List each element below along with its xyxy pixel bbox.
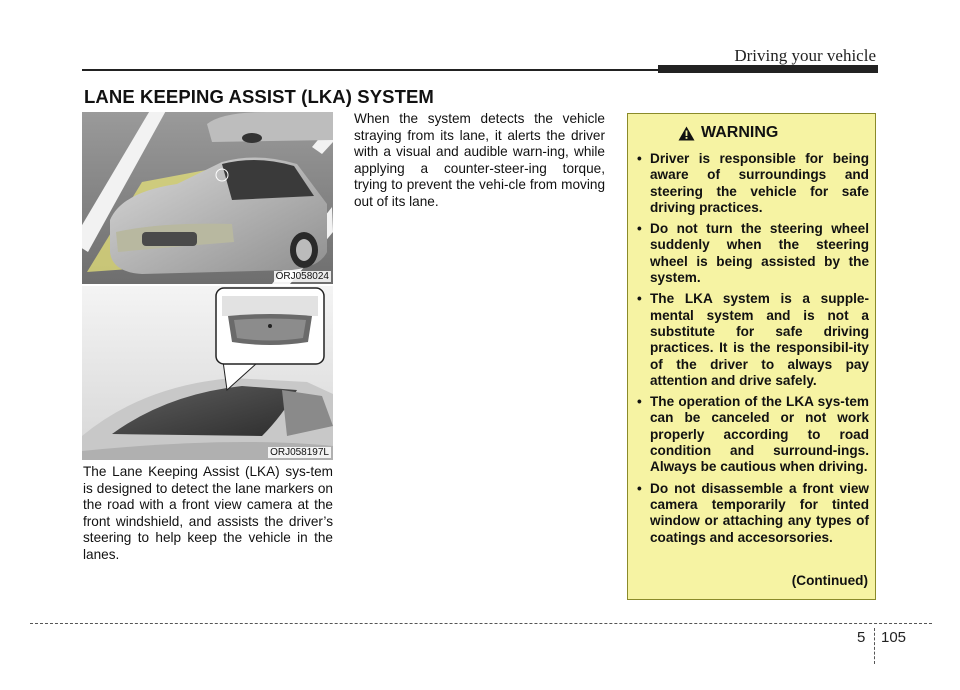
figure-front-view-camera	[82, 286, 333, 460]
warning-item: • The LKA system is a supple-mental system and is not a substitute for safe driving practices. It is the responsibil-ity of the driver to always pay attention and drive safely.	[636, 291, 869, 389]
header-rule	[82, 69, 660, 71]
warning-item: • Do not turn the steering wheel suddenly when the steering wheel is being assisted by the system.	[636, 221, 869, 286]
windshield-camera-illustration	[82, 286, 333, 460]
lka-car-illustration	[82, 112, 333, 284]
continued-label: (Continued)	[791, 573, 868, 588]
footer-rule	[30, 623, 932, 624]
page-separator	[874, 628, 875, 664]
body-paragraph: When the system detects the vehicle straying from its lane, it alerts the driver with a visual and audible warn-ing, while applying a counter-steer-ing torque, trying to prevent the vehi-cle from moving out of its lane.	[354, 111, 605, 209]
warning-header	[678, 124, 778, 142]
figure-code: ORJ058024	[275, 271, 329, 282]
body-paragraph: The Lane Keeping Assist (LKA) sys-tem is designed to detect the lane markers on the road with a front view camera at the front windshield, and assists the driver’s steering to help keep the vehicle in the lanes.	[83, 464, 333, 562]
figure-code: ORJ058197L	[270, 447, 329, 458]
warning-triangle-icon	[678, 126, 695, 141]
figure-lka-lane-detection	[82, 112, 333, 284]
warning-list	[636, 151, 869, 551]
warning-title: WARNING	[701, 124, 779, 141]
section-title: LANE KEEPING ASSIST (LKA) SYSTEM	[84, 86, 434, 107]
chapter-number: 5	[857, 629, 866, 646]
header-bar	[658, 65, 878, 73]
warning-box	[627, 113, 876, 600]
page-number: 105	[881, 629, 907, 646]
warning-item: • The operation of the LKA sys-tem can be canceled or not work properly according to road condition and surround-ings. Always be cautious when driving.	[636, 394, 869, 475]
header-title: Driving your vehicle	[734, 46, 876, 65]
warning-item: • Do not disassemble a front view camera temporarily for tinted window or attaching any types of coatings and accesorsories.	[636, 481, 869, 546]
warning-item: • Driver is responsible for being aware of surroundings and steering the vehicle for safe driving practices.	[636, 151, 869, 216]
